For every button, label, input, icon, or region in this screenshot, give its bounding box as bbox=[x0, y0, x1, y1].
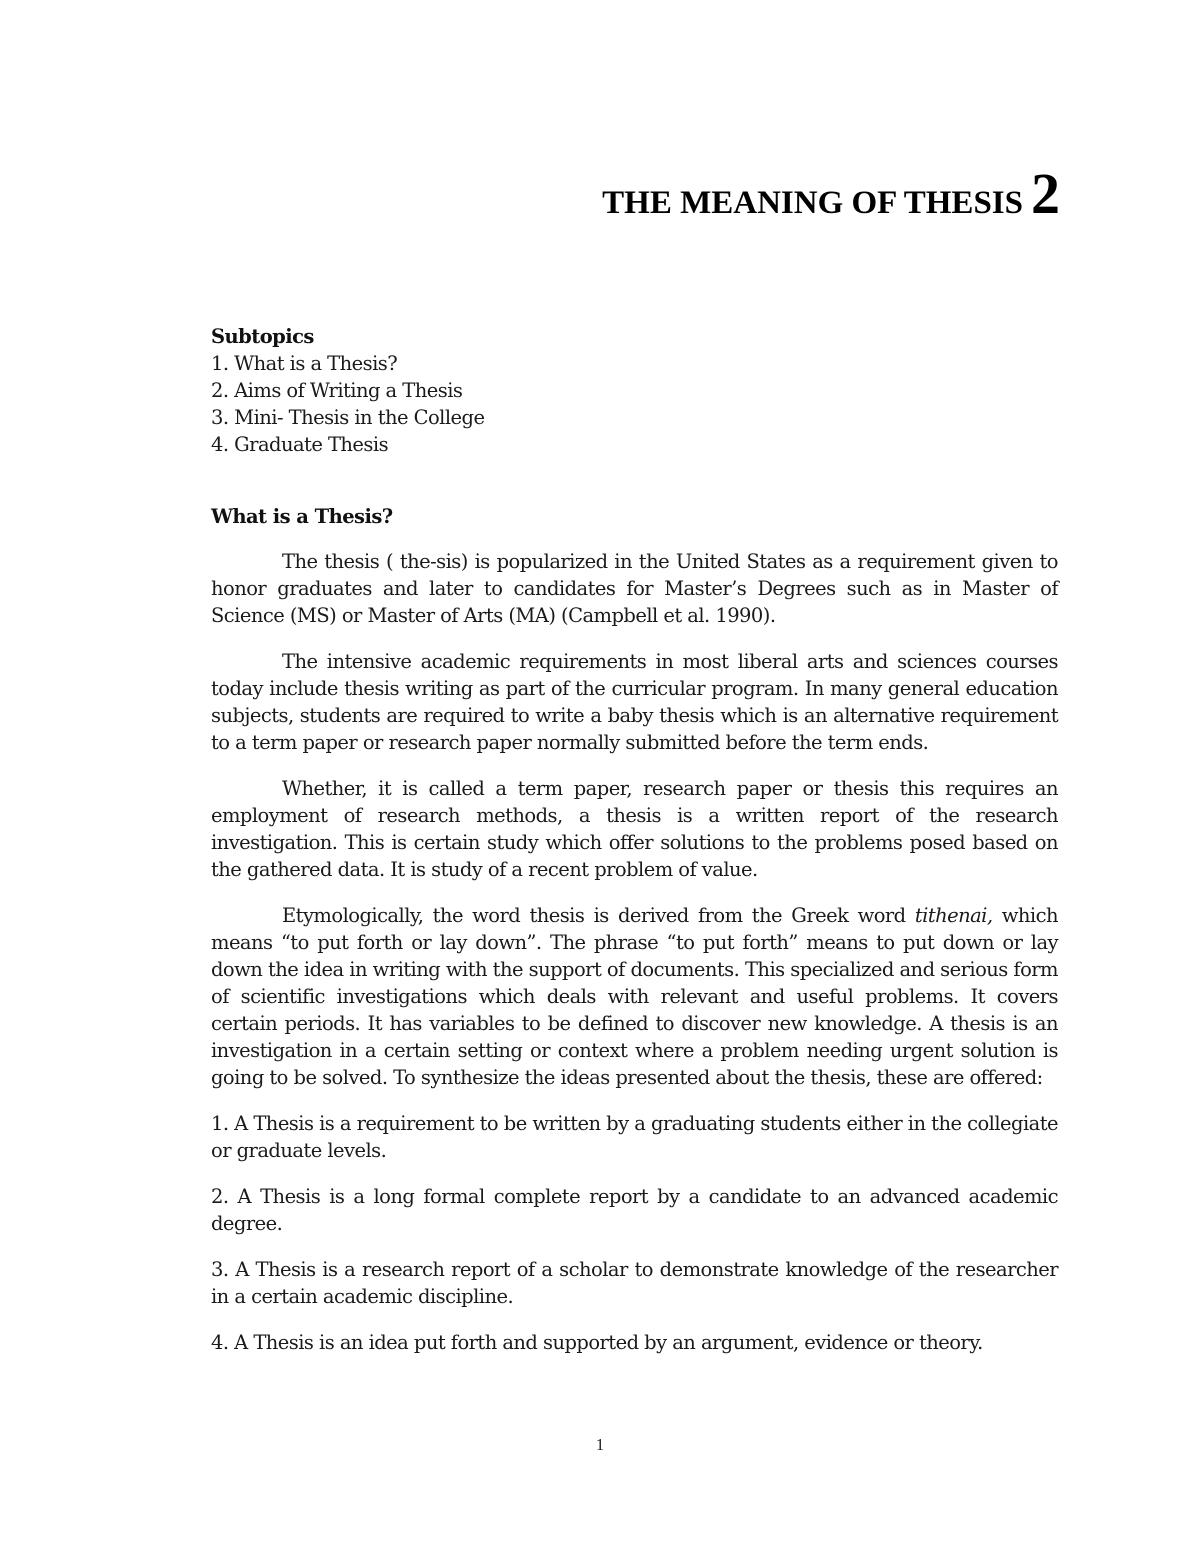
definition-point: 4. A Thesis is an idea put forth and supported by an argument, evidence or theory. bbox=[211, 1331, 983, 1354]
subtopic-item: 1. What is a Thesis? bbox=[211, 352, 398, 375]
chapter-number: 2 bbox=[1031, 161, 1060, 226]
body-paragraph: The thesis ( the-sis) is popularized in the United States as a requirement given to honor graduates and later to candidates for Master’s Degrees such as in Master of Science (MS) or Master of Arts (MA) (Campbell et al. 1990). bbox=[211, 550, 1058, 627]
etymology-text-start: Etymologically, the word thesis is derived from the Greek word bbox=[282, 904, 915, 927]
subtopics-list bbox=[211, 350, 1058, 458]
document-body bbox=[211, 323, 1058, 1375]
subtopic-item: 3. Mini- Thesis in the College bbox=[211, 406, 485, 429]
definition-point: 1. A Thesis is a requirement to be written by a graduating students either in the collegiate or graduate levels. bbox=[211, 1112, 1058, 1162]
etymology-paragraph bbox=[211, 902, 1058, 1091]
chapter-title bbox=[520, 160, 1060, 227]
subtopics-heading: Subtopics bbox=[211, 325, 314, 348]
section-heading: What is a Thesis? bbox=[211, 505, 393, 528]
subtopic-item: 4. Graduate Thesis bbox=[211, 433, 389, 456]
chapter-title-text: THE MEANING OF THESIS bbox=[602, 185, 1023, 221]
definition-point: 3. A Thesis is a research report of a scholar to demonstrate knowledge of the researcher in a certain academic discipline. bbox=[211, 1258, 1058, 1308]
page-number: 1 bbox=[595, 1435, 605, 1454]
greek-word: tithenai, bbox=[914, 904, 993, 927]
etymology-text-end: which means “to put forth or lay down”. The phrase “to put forth” means to put down or lay down the idea in writing with the support of documents. This specialized and serious form of scientific investigations which deals with relevant and useful problems. It covers certain periods. It has variables to be defined to discover new knowledge. A thesis is an investigation in a certain setting or context where a problem needing urgent solution is going to be solved. To synthesize the ideas presented about the thesis, these are offered: bbox=[211, 904, 1058, 1089]
body-paragraph: The intensive academic requirements in most liberal arts and sciences courses today include thesis writing as part of the curricular program. In many general education subjects, students are required to write a baby thesis which is an alternative requirement to a term paper or research paper normally submitted before the term ends. bbox=[211, 650, 1058, 754]
definition-point: 2. A Thesis is a long formal complete report by a candidate to an advanced academic degree. bbox=[211, 1185, 1058, 1235]
body-paragraph: Whether, it is called a term paper, research paper or thesis this requires an employment of research methods, a thesis is a written report of the research investigation. This is certain study which offer solutions to the problems posed based on the gathered data. It is study of a recent problem of value. bbox=[211, 777, 1058, 881]
subtopic-item: 2. Aims of Writing a Thesis bbox=[211, 379, 463, 402]
